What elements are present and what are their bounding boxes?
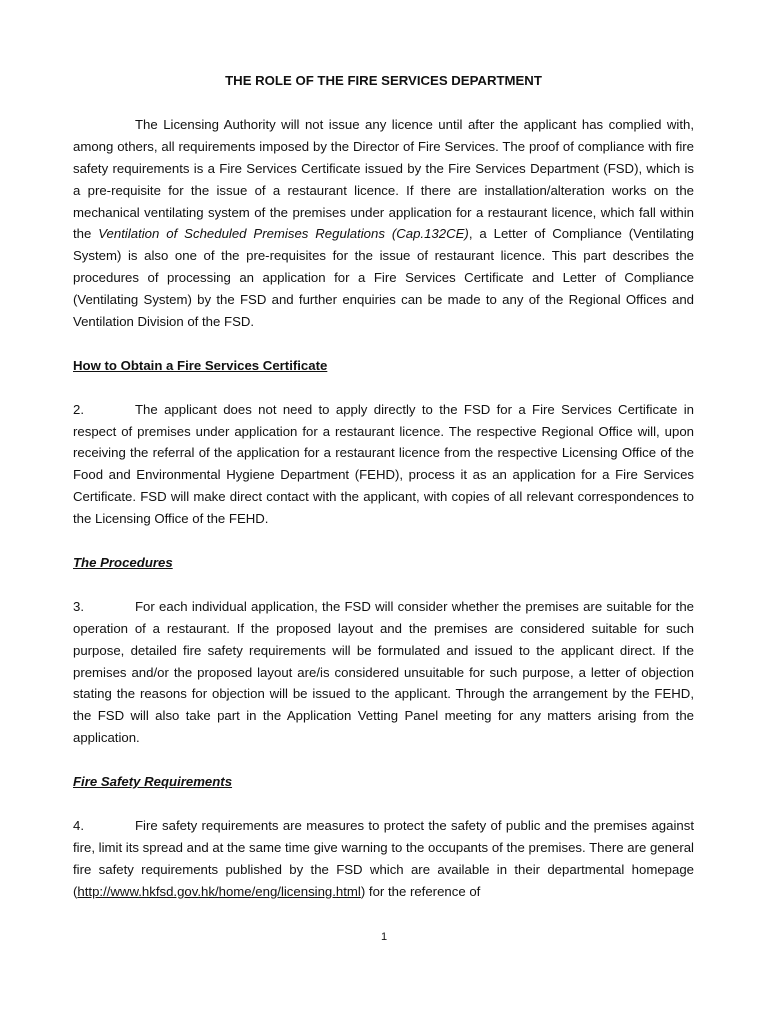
intro-text-part2: , a Letter of Compliance (Ventilating System) is also one of the pre-requisites for the issue of restaurant licence. This part describes the procedures of processing an application for a Fire Services Certificate and Letter of Compliance (Ventilating System) by the FSD and further enquiries can be made to any of the Regional Offices and Ventilation Division of the FSD. <box>73 226 694 330</box>
paragraph-3-text: For each individual application, the FSD will consider whether the premises are suitable for the operation of a restaurant. If the proposed layout and the premises are considered suitable for such purpose, detailed fire safety requirements will be formulated and issued to the applicant direct. If the premises and/or the proposed layout are/is considered unsuitable for such purpose, a letter of objection stating the reasons for objection will be issued to the applicant. Through the arrangement by the FEHD, the FSD will also take part in the Application Vetting Panel meeting for any matters arising from the application. <box>73 598 694 746</box>
paragraph-4-text-end: ) for the reference of <box>360 883 481 899</box>
paragraph-number: 3. <box>73 598 84 614</box>
intro-text-part1: The Licensing Authority will not issue any licence until after the applicant has complied with, among others, all requirements imposed by the Director of Fire Services. The proof of compliance with fire safety requirements is a Fire Services Certificate issued by the Fire Services Department (FSD), which is a pre-requisite for the issue of a restaurant licence. If there are installation/alteration works on the mechanical ventilating system of the premises under application for a restaurant licence, which fall within the <box>73 116 694 242</box>
section-heading-fire-safety: Fire Safety Requirements <box>73 774 233 790</box>
paragraph-4 <box>73 815 694 903</box>
document-title: THE ROLE OF THE FIRE SERVICES DEPARTMENT <box>225 73 542 88</box>
paragraph-4-text: Fire safety requirements are measures to protect the safety of public and the premises against fire, limit its spread and at the same time give warning to the occupants of the premises. There are general fire safety requirements published by the FSD which are available in their departmental homepage ( <box>73 817 694 899</box>
section-heading-procedures: The Procedures <box>73 554 173 570</box>
fsd-licensing-link[interactable]: http://www.hkfsd.gov.hk/home/eng/licensing.html <box>77 883 361 899</box>
paragraph-number: 4. <box>73 817 84 833</box>
page-number: 1 <box>380 931 388 943</box>
regulation-citation: Ventilation of Scheduled Premises Regulations (Cap.132CE) <box>98 226 469 242</box>
section-heading-obtain-certificate: How to Obtain a Fire Services Certificate <box>73 357 328 373</box>
paragraph-number: 2. <box>73 401 84 417</box>
intro-paragraph <box>73 114 694 333</box>
paragraph-2 <box>73 399 694 530</box>
paragraph-2-text: The applicant does not need to apply directly to the FSD for a Fire Services Certificate in respect of premises under application for a restaurant licence. The respective Regional Office will, upon receiving the referral of the application for a restaurant licence from the respective Licensing Office of the Food and Environmental Hygiene Department (FEHD), process it as an application for a Fire Services Certificate. FSD will make direct contact with the applicant, with copies of all relevant correspondences to the Licensing Office of the FEHD. <box>73 401 694 527</box>
paragraph-3 <box>73 596 694 749</box>
document-body <box>73 70 694 924</box>
